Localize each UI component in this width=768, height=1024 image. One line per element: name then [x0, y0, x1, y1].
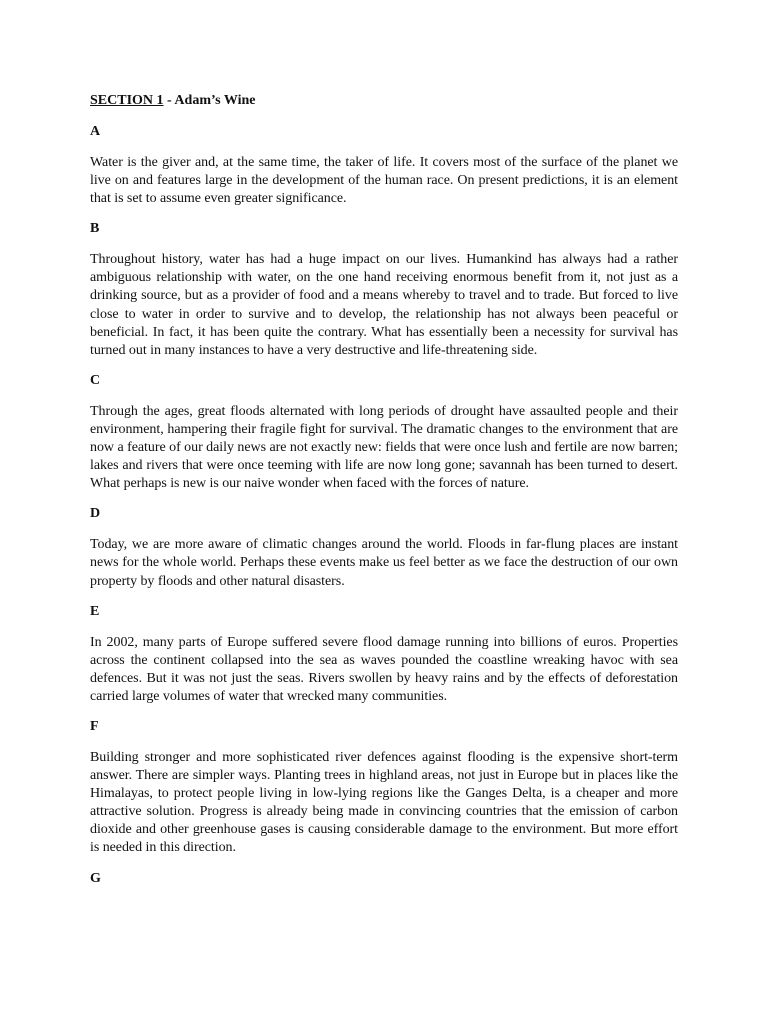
paragraph-text: In 2002, many parts of Europe suffered severe flood damage running into billions of euros. Properties across the continent collapsed into the sea as waves pounded the coastline wreaking havoc with sea defences. But it was not just the seas. Rivers swollen by heavy rains and by the effects of deforestation carried large volumes of water that wrecked many communities.: [90, 634, 678, 704]
paragraph-letter: B: [90, 221, 100, 237]
paragraph-text: Throughout history, water has had a huge impact on our lives. Humankind has always had a rather ambiguous relationship with water, on the one hand receiving enormous benefit from it, not just as a drinking source, but as a provider of food and a means whereby to travel and to trade. But forced to live close to water in order to survive and to develop, the relationship has not always been peaceful or beneficial. In fact, it has been quite the contrary. What has essentially been a necessity for survival has turned out in many instances to have a very destructive and life-threatening side.: [90, 252, 678, 358]
paragraph-text: Today, we are more aware of climatic changes around the world. Floods in far-flung places are instant news for the whole world. Perhaps these events make us feel better as we face the destruction of our own property by floods and other natural disasters.: [90, 537, 678, 589]
paragraph-letter: G: [90, 870, 101, 886]
section-number: SECTION 1: [90, 93, 164, 108]
paragraph-d: [90, 505, 678, 590]
paragraph-text: Through the ages, great floods alternated with long periods of drought have assaulted people and their environment, hampering their fragile fight for survival. The dramatic changes to the environment that are now a feature of our daily news are not exactly new: fields that were once lush and fertile are now barren; lakes and rivers that were once teeming with life are now long gone; savannah has been turned to desert. What perhaps is new is our naive wonder when faced with the forces of nature.: [90, 403, 678, 492]
paragraph-letter: A: [90, 124, 101, 139]
paragraph-f: [90, 718, 678, 858]
paragraph-e: [90, 603, 678, 706]
paragraph-text: Water is the giver and, at the same time, the taker of life. It covers most of the surface of the planet we live on and features large in the development of the human race. On present predictions, it is an element that is set to assume even greater significance.: [90, 155, 678, 207]
document-page: [90, 92, 678, 901]
paragraph-letter: E: [90, 603, 100, 619]
paragraph-g: [90, 870, 678, 888]
paragraph-b: [90, 220, 678, 360]
paragraph-letter: F: [90, 718, 99, 734]
paragraph-letter: D: [90, 506, 101, 522]
paragraph-c: [90, 372, 678, 493]
paragraph-letter: C: [90, 372, 101, 388]
paragraph-text: Building stronger and more sophisticated river defences against flooding is the expensive short-term answer. There are simpler ways. Planting trees in highland areas, not just in Europe but in places like the Himalayas, to protect people living in low-lying regions like the Ganges Delta, is a cheaper and more attractive solution. Progress is already being made in convincing countries that the emission of carbon dioxide and other greenhouse gases is causing considerable damage to the environment. But more effort is needed in this direction.: [90, 749, 678, 856]
section-title: [90, 92, 678, 110]
section-name: - Adam’s Wine: [163, 93, 256, 108]
paragraph-a: [90, 123, 678, 208]
